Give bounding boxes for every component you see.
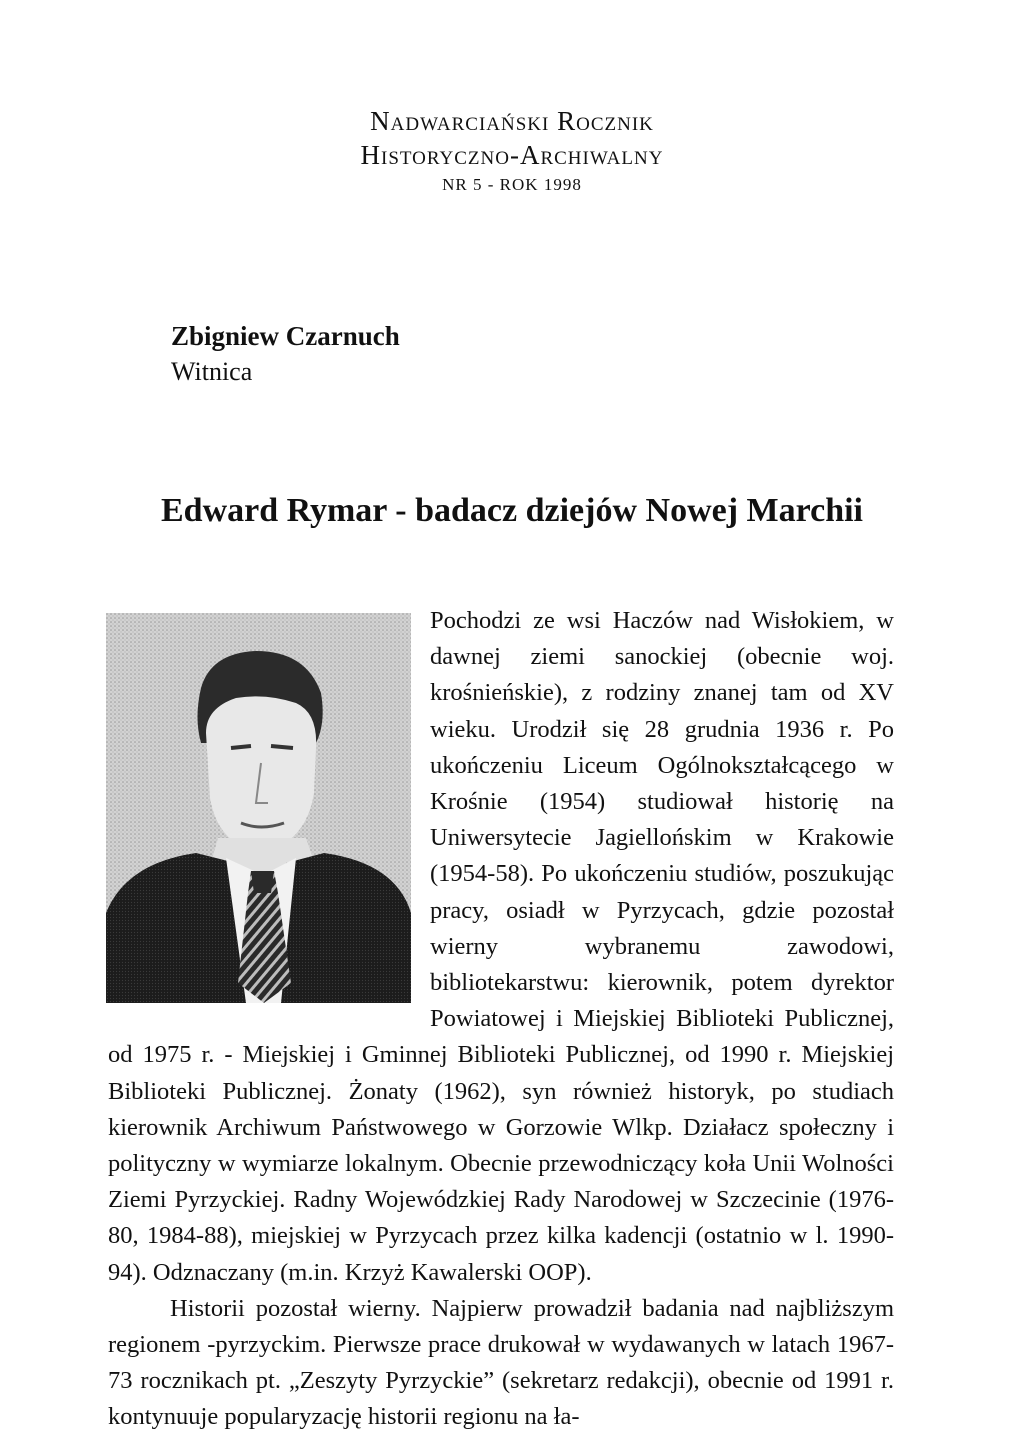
paragraph-1: Pochodzi ze wsi Haczów nad Wisłokiem, w dawnej ziemi sanockiej (obecnie woj. krośnieńskie), z rodziny znanej tam od XV wieku. Urodził się 28 grudnia 1936 r. Po ukończeniu Liceum Ogólnokształcącego w Krośnie (1954) studiował historię na Uniwersytecie Jagiellońskim w Krakowie (1954-58). Po ukończeniu studiów, poszukując pracy, osiadł w Pyrzycach, gdzie pozostał wierny wybranemu zawodowi, bibliotekarstwu: kierownik, potem dyrektor Powiatowej i Miejskiej Biblioteki Publicznej, od 1975 r. - Miejskiej i Gminnej Biblioteki Publicznej, od 1990 r. Miejskiej Biblioteki Publicznej. Żonaty (1962), syn również historyk, po studiach kierownik Archiwum Państwowego w Gorzowie Wlkp. Działacz społeczny i polityczny w wymiarze lokalnym. Obecnie przewodniczący koła Unii Wolności Ziemi Pyrzyckiej. Radny Wojewódzkiej Rady Narodowej w Szczecinie (1976-80, 1984-88), miejskiej w Pyrzycach przez kilka kadencji (ostatnio w l. 1990-94). Odznaczany (m.in. Krzyż Kawalerski OOP).	[108, 607, 894, 1286]
article-body	[108, 603, 894, 1436]
author-block	[171, 318, 400, 390]
journal-header	[0, 104, 1024, 198]
journal-title-line1: Nadwarciański Rocznik	[370, 106, 654, 136]
paragraph-2: Historii pozostał wierny. Najpierw prowadził badania nad najbliższym regionem -pyrzyckim. Pierwsze prace drukował w wydawanych w latach 1967-73 rocznikach pt. „Zeszyty Pyrzyckie” (sekretarz redakcji), obecnie od 1991 r. kontynuuje popularyzację historii regionu na ła-	[108, 1294, 894, 1431]
author-name: Zbigniew Czarnuch	[171, 321, 400, 351]
author-place: Witnica	[171, 357, 253, 386]
photo-wrap-spacer	[108, 603, 430, 1035]
journal-title-line2: Historyczno-Archiwalny	[360, 140, 664, 170]
journal-issue: NR 5 - ROK 1998	[442, 175, 582, 194]
article-title: Edward Rymar - badacz dziejów Nowej Marchii	[160, 492, 863, 529]
